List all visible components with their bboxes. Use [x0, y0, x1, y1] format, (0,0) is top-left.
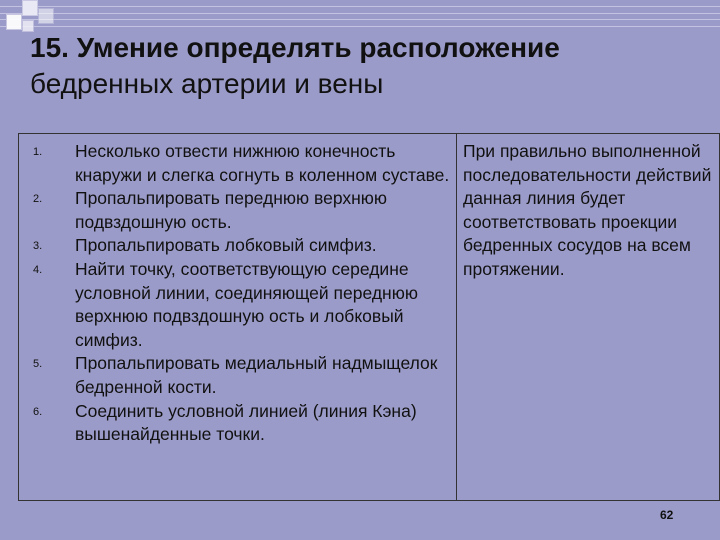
decoration-square — [38, 8, 54, 24]
step-text: Соединить условной линией (линия Кэна) вышенайденные точки. — [75, 400, 417, 445]
slide-title — [30, 30, 710, 102]
step-text: Пропальпировать медиальный надмыщелок бедренной кости. — [75, 353, 438, 397]
steps-list — [19, 140, 450, 447]
step-number: 4. — [33, 263, 43, 276]
step-item — [19, 140, 450, 187]
step-item — [19, 187, 450, 234]
step-item — [19, 258, 450, 352]
step-number: 3. — [33, 240, 43, 253]
step-number: 5. — [33, 358, 43, 371]
step-text: Найти точку, соответствующую середине условной линии, соединяющей переднюю верхнюю подвздошную ость и лобковый симфиз. — [75, 258, 418, 350]
step-number: 1. — [33, 146, 43, 158]
decoration-square — [22, 0, 38, 16]
slide-title-line2: бедренных артерии и вены — [30, 68, 384, 99]
decoration-square — [6, 14, 22, 30]
result-column — [457, 134, 719, 500]
step-text: Несколько отвести нижнюю конечность кнаружи и слегка согнуть в коленном суставе. — [75, 141, 450, 185]
step-item — [19, 400, 450, 447]
content-table — [18, 133, 720, 501]
step-item — [19, 352, 450, 399]
page-number: 62 — [660, 508, 674, 522]
slide-title-line1: 15. Умение определять расположение — [30, 32, 560, 63]
step-text: Пропальпировать переднюю верхнюю подвздошную ость. — [75, 188, 388, 232]
step-item — [19, 234, 450, 258]
step-text: Пропальпировать лобковый симфиз. — [75, 235, 377, 256]
result-text: При правильно выполненной последовательности действий данная линия будет соответствовать проекции бедренных сосудов на всем протяжении. — [463, 141, 712, 279]
step-number: 2. — [33, 193, 43, 206]
steps-column — [19, 134, 457, 500]
step-number: 6. — [33, 405, 43, 418]
